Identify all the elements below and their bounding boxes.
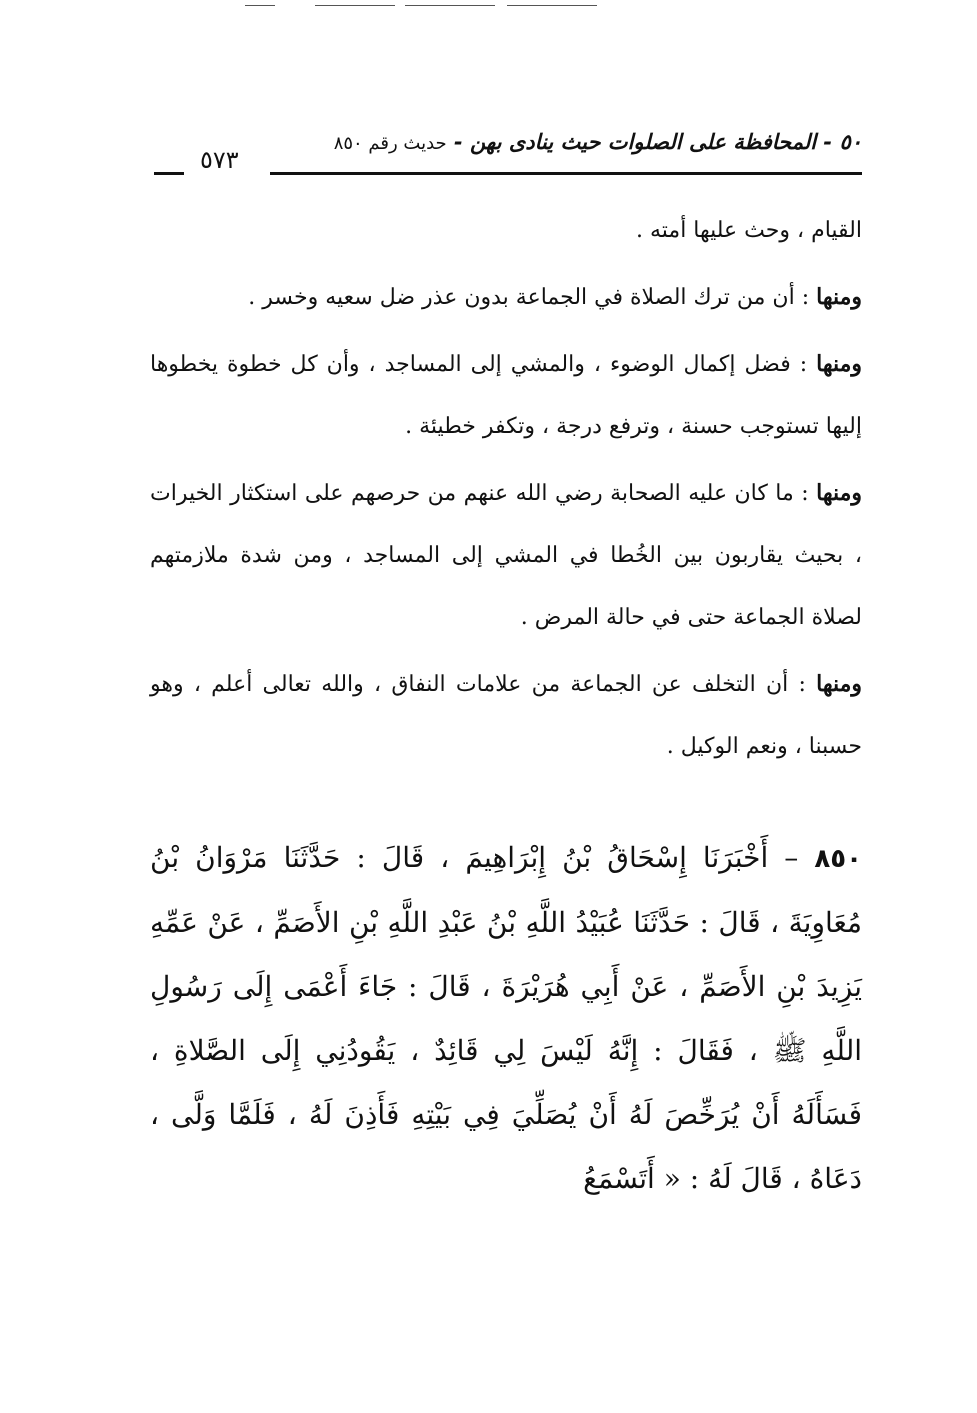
commentary-body [150, 200, 862, 782]
paragraph-lead: ومنها [816, 351, 862, 377]
paragraph-lead: ومنها [816, 284, 862, 310]
paragraph-text: : أن من ترك الصلاة في الجماعة بدون عذر ضل سعيه وخسر . [248, 285, 817, 310]
hadith-text: – أَخْبَرَنَا إِسْحَاقُ بْنُ إِبْرَاهِيمَ ، قَالَ : حَدَّثَنَا مَرْوَانُ بْنُ مُعَاوِيَةَ ، قَالَ : حَدَّثَنَا عُبَيْدُ اللَّهِ بْنُ عَبْدِ اللَّهِ بْنِ الأَصَمِّ ، عَنْ عَمِّهِ يَزِيدَ بْنِ الأَصَمِّ ، عَنْ أَبِي هُرَيْرَةَ ، قَالَ : جَاءَ أَعْمَى إِلَى رَسُولِ اللَّهِ ﷺ ، فَقَالَ : إِنَّهُ لَيْسَ لِي قَائِدٌ ، يَقُودُنِي إِلَى الصَّلاةِ ، فَسَأَلَهُ أَنْ يُرَخِّصَ لَهُ أَنْ يُصَلِّيَ فِي بَيْتِهِ فَأَذِنَ لَهُ ، فَلَمَّا وَلَّى ، دَعَاهُ ، قَالَ لَهُ : « أَتَسْمَعُ [150, 841, 862, 1195]
paragraph [150, 462, 862, 649]
paragraph-text: : أن التخلف عن الجماعة من علامات النفاق ، والله تعالى أعلم ، وهو حسبنا ، ونعم الوكيل . [150, 672, 862, 759]
header-rule-short [154, 172, 184, 175]
paragraph-text: : فضل إكمال الوضوء ، والمشي إلى المساجد ، وأن كل خطوة يخطوها إليها تستوجب حسنة ، وترفع درجة ، وتكفر خطيئة . [150, 352, 862, 439]
paragraph-lead: ومنها [816, 480, 862, 506]
top-edge-marks [245, 0, 605, 8]
hadith-text-block [150, 826, 862, 1211]
paragraph-lead: ومنها [816, 671, 862, 697]
paragraph-text: القيام ، وحث عليها أمته . [635, 218, 862, 243]
paragraph [150, 266, 862, 329]
hadith-reference: حديث رقم ٨٥٠ [333, 133, 447, 154]
paragraph [150, 333, 862, 458]
paragraph [150, 200, 862, 262]
chapter-title [334, 130, 862, 154]
paragraph-text: : ما كان عليه الصحابة رضي الله عنهم من حرصهم على استكثار الخيرات ، بحيث يقاربون بين الخُطا في المشي إلى المساجد ، ومن شدة ملازمتهم لصلاة الجماعة حتى في حالة المرض . [150, 481, 862, 630]
hadith-number: ٨٥٠ [814, 844, 862, 874]
paragraph [150, 653, 862, 778]
chapter-title-text: ٥٠ - المحافظة على الصلوات حيث ينادى بهن - [454, 130, 862, 154]
page-number: ٥٧٣ [200, 146, 239, 174]
header-rule [270, 172, 862, 175]
running-header [150, 128, 862, 184]
